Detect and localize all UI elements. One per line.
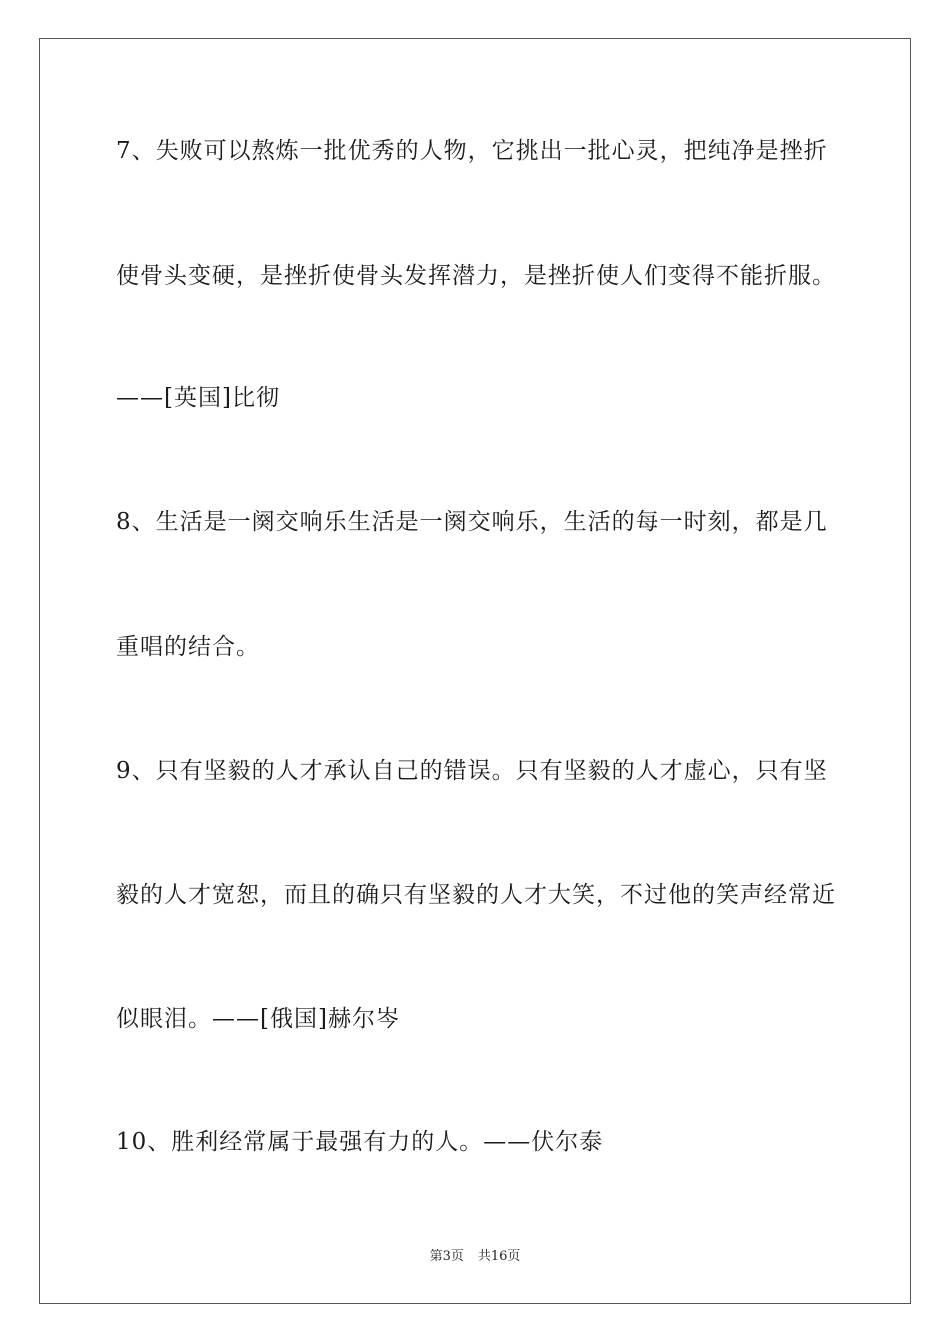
text-line-quote-7-part-1: 7、失败可以熬炼一批优秀的人物，它挑出一批心灵，把纯净是挫折 — [116, 138, 828, 164]
text-line-quote-9-part-1: 9、只有坚毅的人才承认自己的错误。只有坚毅的人才虚心，只有坚 — [116, 758, 828, 784]
text-line-quote-9-part-2: 毅的人才宽恕，而且的确只有坚毅的人才大笑，不过他的笑声经常近 — [116, 882, 836, 908]
text-line-quote-7-author: ——[英国]比彻 — [116, 385, 280, 411]
text-line-quote-8-part-1: 8、生活是一阕交响乐生活是一阕交响乐，生活的每一时刻，都是几 — [116, 509, 828, 535]
text-line-quote-8-part-2: 重唱的结合。 — [116, 634, 260, 660]
text-line-quote-7-part-2: 使骨头变硬，是挫折使骨头发挥潜力，是挫折使人们变得不能折服。 — [116, 263, 836, 289]
page-frame — [39, 38, 911, 1304]
page-total: 共16页 — [477, 1249, 521, 1264]
text-line-quote-9-part-3: 似眼泪。——[俄国]赫尔岑 — [116, 1006, 400, 1032]
page-footer — [0, 1248, 950, 1266]
text-line-quote-10: 10、胜利经常属于最强有力的人。——伏尔泰 — [116, 1129, 604, 1155]
page-number: 第3页 — [429, 1249, 464, 1264]
